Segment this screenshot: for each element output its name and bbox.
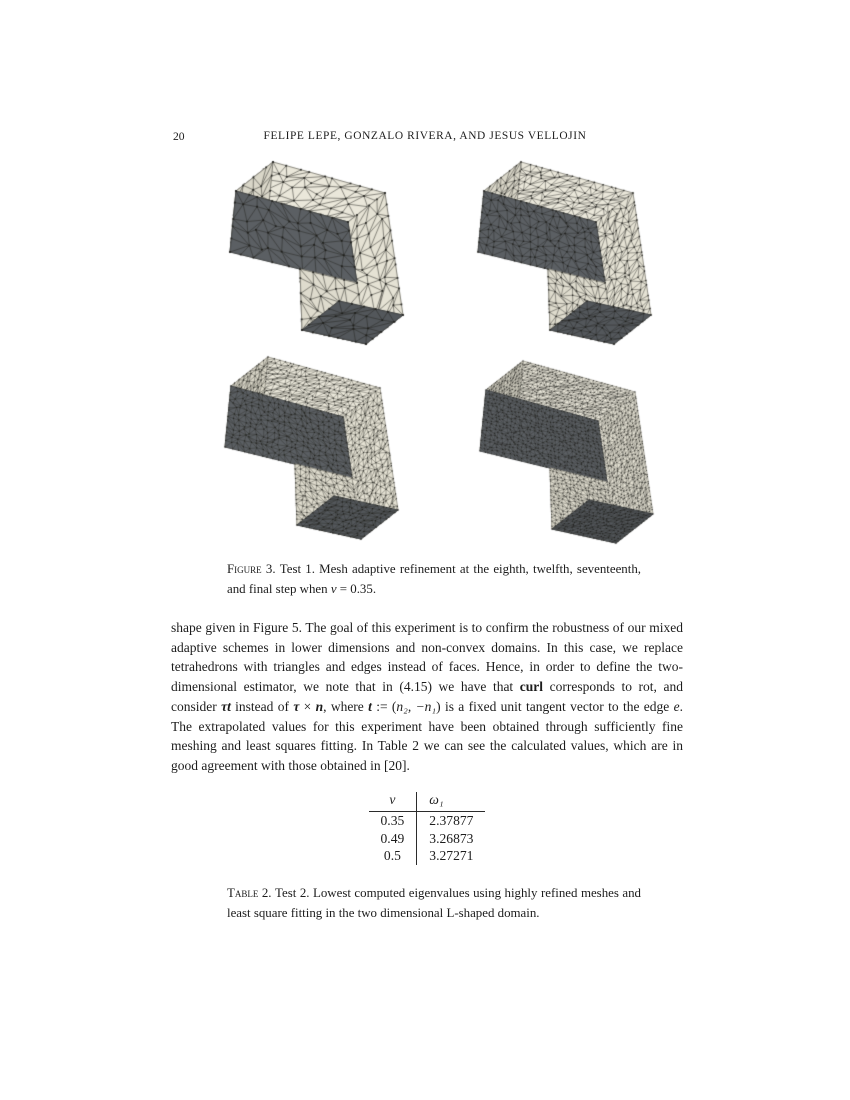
cell-nu: 0.49 (369, 830, 417, 848)
text-segment: n₂, −n₁ (396, 698, 437, 714)
eigenvalue-table-wrap (171, 792, 683, 865)
table-row (369, 847, 486, 865)
figure-caption (227, 560, 641, 599)
cell-omega1: 3.27271 (429, 848, 474, 864)
mesh-figure-canvas (200, 150, 680, 562)
page-number: 20 (173, 130, 185, 143)
text-segment: . The extrapolated values for this experiment have been obtained through sufficiently fine meshing and least squares fitting. In Table 2 we can see the calculated values, which are in good agreement with those obtained in [20]. (171, 698, 683, 773)
text-segment: ) is a fixed unit tangent vector to the edge (436, 698, 674, 714)
text-segment: Test 2. Lowest computed eigenvalues using highly refined meshes and least square fitting in the two dimensional L-shaped domain. (227, 886, 641, 920)
text-segment: τ (293, 698, 300, 714)
cell-omega1: 2.37877 (429, 813, 474, 828)
body-paragraph (171, 618, 683, 776)
table-header-row (369, 792, 486, 812)
cell-nu: 0.5 (369, 847, 417, 865)
table-row (369, 830, 486, 848)
cell-nu: 0.35 (369, 812, 417, 830)
text-segment: × (299, 698, 316, 714)
text-segment: shape given in Figure 5. The goal of this experiment is to confirm the robustness of our mixed adaptive schemes in lower dimensions and non-convex domains. In this case, we replace tetrahedrons with triangles and edges instead of faces. Hence, in order to define the two-dimensional estimator, we note that in (4.15) we have that (171, 620, 683, 695)
text-segment: ν (330, 581, 337, 596)
text-segment: := ( (371, 698, 397, 714)
text-segment: e (673, 698, 680, 714)
text-segment: corresponds to rot, and consider (171, 679, 683, 714)
text-segment: Table 2. (227, 886, 276, 900)
text-segment: = 0.35. (336, 581, 377, 596)
eigenvalue-table (369, 792, 486, 865)
text-segment: curl (519, 679, 544, 695)
table-row (369, 812, 486, 830)
text-segment: instead of (230, 698, 294, 714)
col-header-omega1: ω₁ (417, 792, 486, 812)
text-segment: Test 1. Mesh adaptive refinement at the eighth, twelfth, seventeenth, and final step when (227, 562, 641, 596)
text-segment: Figure 3. (227, 562, 280, 576)
text-segment: n (315, 698, 324, 714)
table-caption (227, 884, 641, 923)
cell-omega1: 3.26873 (429, 830, 474, 846)
running-title: FELIPE LEPE, GONZALO RIVERA, AND JESUS VELLOJIN (263, 130, 587, 142)
text-segment: t (368, 698, 372, 714)
text-segment: τt (221, 698, 231, 714)
col-header-nu: ν (369, 792, 417, 812)
text-segment: , where (323, 698, 369, 714)
